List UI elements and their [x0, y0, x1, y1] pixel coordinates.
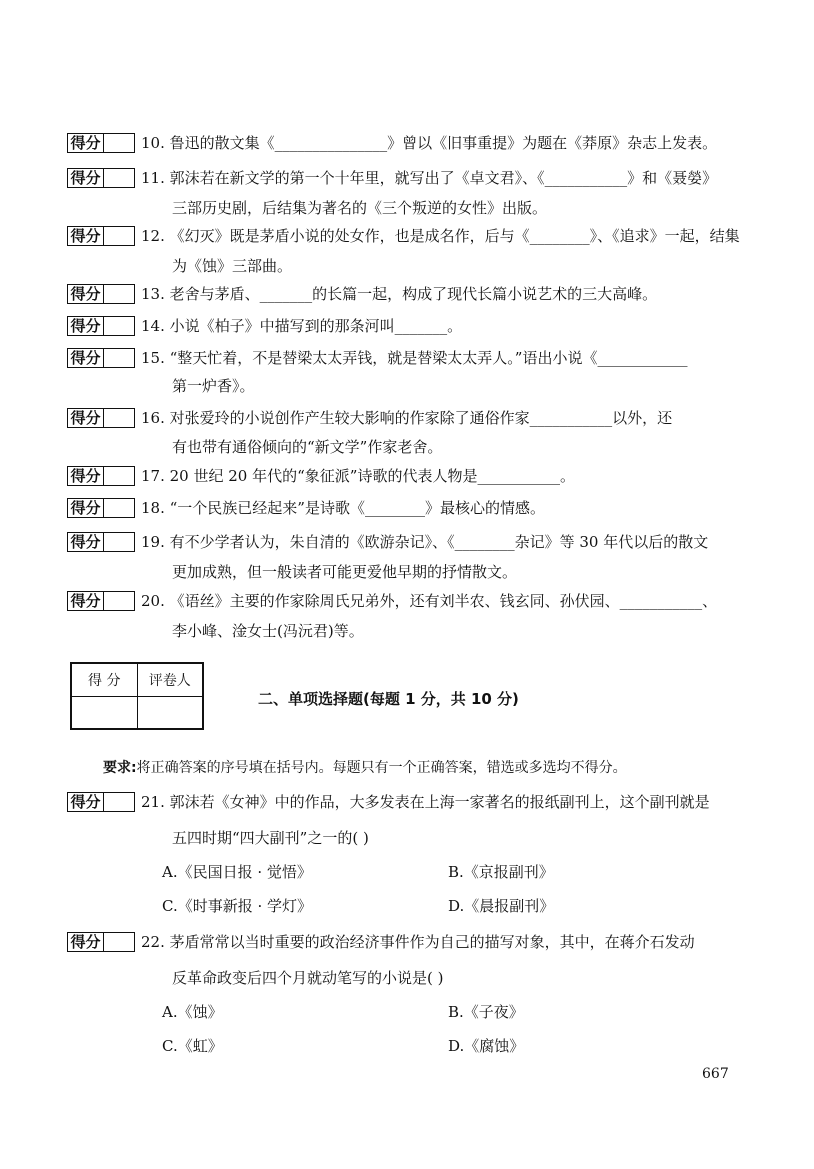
score-label: 得分 — [68, 467, 104, 485]
option-d[interactable]: D.《晨报副刊》 — [448, 897, 555, 915]
score-label: 得分 — [68, 169, 104, 187]
option-b[interactable]: B.《子夜》 — [448, 1003, 524, 1021]
question-text: 18. “一个民族已经起来”是诗歌《________》最核心的情感。 — [141, 499, 545, 517]
score-box[interactable] — [67, 348, 135, 368]
score-box[interactable] — [67, 168, 135, 188]
option-c[interactable]: C.《时事新报 · 学灯》 — [162, 897, 313, 915]
question-text: 22. 茅盾常常以当时重要的政治经济事件作为自己的描写对象，其中，在蒋介石发动 — [141, 933, 695, 951]
score-label: 得分 — [68, 285, 104, 303]
question-text: 19. 有不少学者认为，朱自清的《欧游杂记》、《________杂记》等 30 年代以后的散文 — [141, 533, 709, 551]
score-label: 得分 — [68, 533, 104, 551]
question-text: 10. 鲁迅的散文集《_______________》曾以《旧事重提》为题在《莽原》杂志上发表。 — [141, 134, 718, 152]
question-text: 16. 对张爱玲的小说创作产生较大影响的作家除了通俗作家___________以外，还 — [141, 409, 673, 427]
score-box[interactable] — [67, 591, 135, 611]
score-label: 得分 — [68, 499, 104, 517]
grader-cell[interactable] — [137, 697, 203, 729]
score-label: 得分 — [68, 933, 104, 951]
score-box[interactable] — [67, 284, 135, 304]
question-text: 11. 郭沫若在新文学的第一个十年里，就写出了《卓文君》、《___________》和《聂嫈》 — [141, 169, 718, 187]
score-box[interactable] — [67, 133, 135, 153]
question-text: 13. 老舍与茅盾、_______的长篇一起，构成了现代长篇小说艺术的三大高峰。 — [141, 285, 658, 303]
score-header: 得 分 — [72, 664, 138, 697]
question-text: 14. 小说《柏子》中描写到的那条河叫_______。 — [141, 317, 463, 335]
question-text: 15. “整天忙着，不是替梁太太弄钱，就是替梁太太弄人。”语出小说《____________ — [141, 349, 688, 367]
question-text: 12. 《幻灭》既是茅盾小说的处女作，也是成名作，后与《________》、《追求》一起，结集 — [141, 227, 740, 245]
score-box[interactable] — [67, 792, 135, 812]
score-label: 得分 — [68, 409, 104, 427]
instructions-text: 将正确答案的序号填在括号内。每题只有一个正确答案，错选或多选均不得分。 — [136, 760, 627, 776]
grader-header: 评卷人 — [137, 664, 203, 697]
score-box[interactable] — [67, 408, 135, 428]
question-text-cont: 五四时期“四大副刊”之一的( ) — [172, 829, 369, 847]
question-text-cont: 为《蚀》三部曲。 — [172, 257, 293, 275]
score-box[interactable] — [67, 226, 135, 246]
question-text-cont: 第一炉香》。 — [172, 377, 255, 395]
instructions-label: 要求: — [103, 760, 137, 776]
question-text: 17. 20 世纪 20 年代的“象征派”诗歌的代表人物是___________。 — [141, 467, 575, 485]
score-box[interactable] — [67, 498, 135, 518]
option-c[interactable]: C.《虹》 — [162, 1037, 223, 1055]
score-label: 得分 — [68, 349, 104, 367]
score-label: 得分 — [68, 317, 104, 335]
question-text-cont: 更加成熟，但一般读者可能更爱他早期的抒情散文。 — [172, 563, 518, 581]
question-text-cont: 李小峰、淦女士(冯沅君)等。 — [172, 622, 364, 640]
score-box[interactable] — [67, 932, 135, 952]
score-box[interactable] — [67, 532, 135, 552]
instructions — [103, 757, 627, 777]
option-d[interactable]: D.《腐蚀》 — [448, 1037, 525, 1055]
question-text-cont: 反革命政变后四个月就动笔写的小说是( ) — [172, 969, 444, 987]
option-b[interactable]: B.《京报副刊》 — [448, 863, 554, 881]
score-label: 得分 — [68, 134, 104, 152]
section-title: 二、单项选择题(每题 1 分，共 10 分) — [258, 690, 519, 708]
option-a[interactable]: A.《民国日报 · 觉悟》 — [162, 863, 312, 881]
score-box[interactable] — [67, 316, 135, 336]
question-text-cont: 三部历史剧，后结集为著名的《三个叛逆的女性》出版。 — [172, 199, 548, 217]
score-cell[interactable] — [72, 697, 138, 729]
page-number: 667 — [702, 1066, 729, 1082]
score-label: 得分 — [68, 793, 104, 811]
question-text: 20. 《语丝》主要的作家除周氏兄弟外，还有刘半农、钱玄同、孙伏园、___________、 — [141, 592, 718, 610]
score-label: 得分 — [68, 592, 104, 610]
score-label: 得分 — [68, 227, 104, 245]
grading-table — [70, 662, 204, 730]
question-text-cont: 有也带有通俗倾向的“新文学”作家老舍。 — [172, 438, 443, 456]
question-text: 21. 郭沫若《女神》中的作品，大多发表在上海一家著名的报纸副刊上，这个副刊就是 — [141, 793, 710, 811]
option-a[interactable]: A.《蚀》 — [162, 1003, 223, 1021]
score-box[interactable] — [67, 466, 135, 486]
